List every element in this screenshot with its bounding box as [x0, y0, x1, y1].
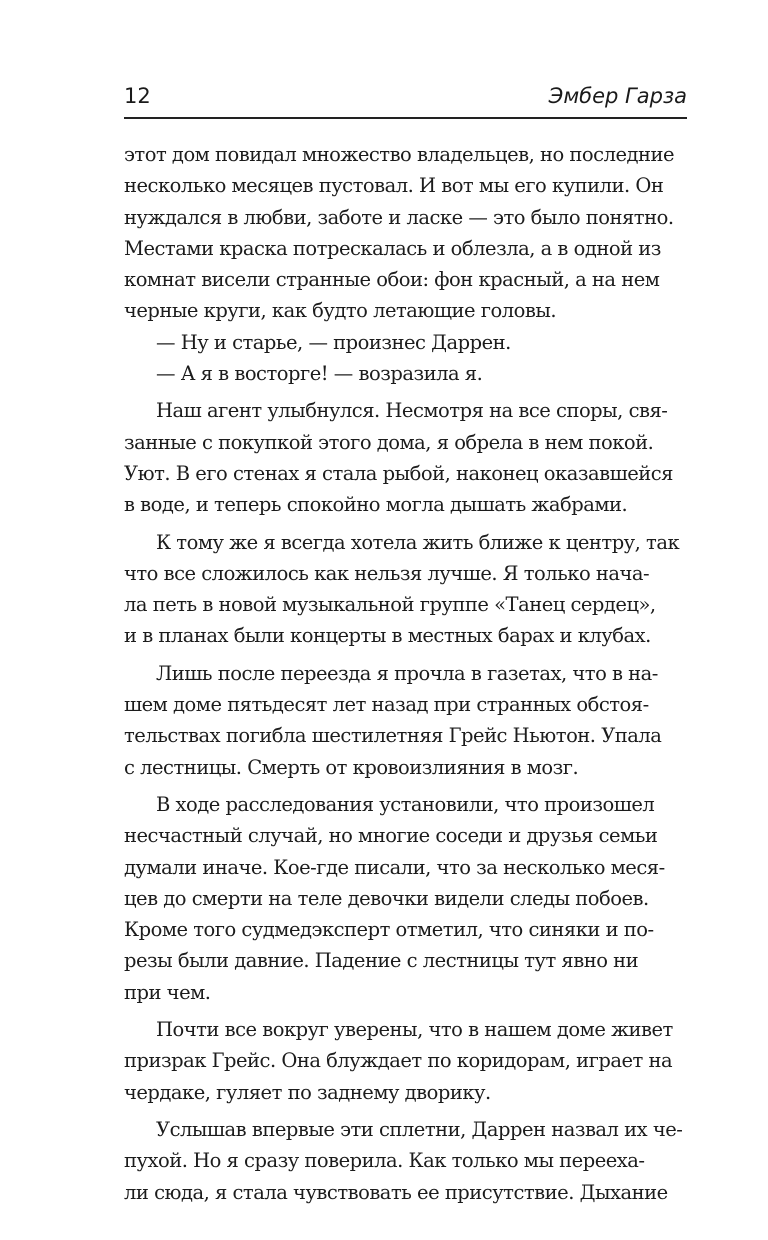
text-line: и в планах были концерты в местных барах и клубах. — [124, 624, 651, 648]
paragraph-start: К тому же я всегда хотела жить ближе к центру, так — [156, 530, 680, 554]
paragraph-start: В ходе расследования установили, что произошел — [156, 792, 655, 816]
page-header — [124, 82, 687, 112]
paragraph-start: Почти все вокруг уверены, что в нашем доме живет — [156, 1018, 673, 1042]
page-body-text — [124, 139, 687, 1208]
text-line: призрак Грейс. Она блуждает по коридорам, играет на — [124, 1049, 673, 1073]
text-line: что все сложилось как нельзя лучше. Я только нача- — [124, 561, 650, 585]
text-line: думали иначе. Кое-где писали, что за несколько меся- — [124, 855, 665, 879]
text-line: при чем. — [124, 980, 211, 1004]
text-line: в воде, и теперь спокойно могла дышать жабрами. — [124, 493, 628, 517]
text-line: резы были давние. Падение с лестницы тут явно ни — [124, 949, 639, 973]
paragraph-start: Наш агент улыбнулся. Несмотря на все споры, свя- — [156, 399, 668, 423]
running-head-author: Эмбер Гарза — [548, 84, 687, 108]
text-line: чердаке, гуляет по заднему дворику. — [124, 1080, 491, 1104]
text-line: Уют. В его стенах я стала рыбой, наконец оказавшейся — [124, 461, 673, 485]
text-line: тельствах погибла шестилетняя Грейс Ньютон. Упала — [124, 724, 662, 748]
text-line: шем доме пятьдесят лет назад при странных обстоя- — [124, 693, 649, 717]
text-line: пухой. Но я сразу поверила. Как только мы переехa- — [124, 1149, 645, 1173]
text-line: Местами краска потрескалась и облезла, а в одной из — [124, 236, 661, 260]
text-line: занные с покупкой этого дома, я обрела в нем покой. — [124, 430, 654, 454]
dialogue-line: — Ну и старье, — произнес Даррен. — [156, 330, 511, 354]
text-line: комнат висели странные обои: фон красный, а на нем — [124, 268, 660, 292]
text-line: с лестницы. Смерть от кровоизлияния в мозг. — [124, 755, 579, 779]
text-line: Кроме того судмедэксперт отметил, что синяки и по- — [124, 918, 654, 942]
text-line: ли сюда, я стала чувствовать ее присутствие. Дыхание — [124, 1180, 668, 1204]
text-line: несчастный случай, но многие соседи и друзья семьи — [124, 824, 658, 848]
header-rule — [124, 117, 687, 119]
text-line: ла петь в новой музыкальной группе «Танец сердец», — [124, 593, 656, 617]
dialogue-line: — А я в восторге! — возразила я. — [156, 362, 483, 386]
text-line: цев до смерти на теле девочки видели следы побоев. — [124, 886, 649, 910]
paragraph-start: Лишь после переезда я прочла в газетах, что в на- — [156, 661, 658, 685]
page-number: 12 — [124, 84, 151, 108]
text-line: нуждался в любви, заботе и ласке — это было понятно. — [124, 205, 674, 229]
text-line: несколько месяцев пустовал. И вот мы его купили. Он — [124, 174, 664, 198]
text-line: черные круги, как будто летающие головы. — [124, 299, 557, 323]
text-line: этот дом повидал множество владельцев, но последние — [124, 143, 675, 166]
paragraph-start: Услышав впервые эти сплетни, Даррен назвал их че- — [156, 1117, 683, 1141]
